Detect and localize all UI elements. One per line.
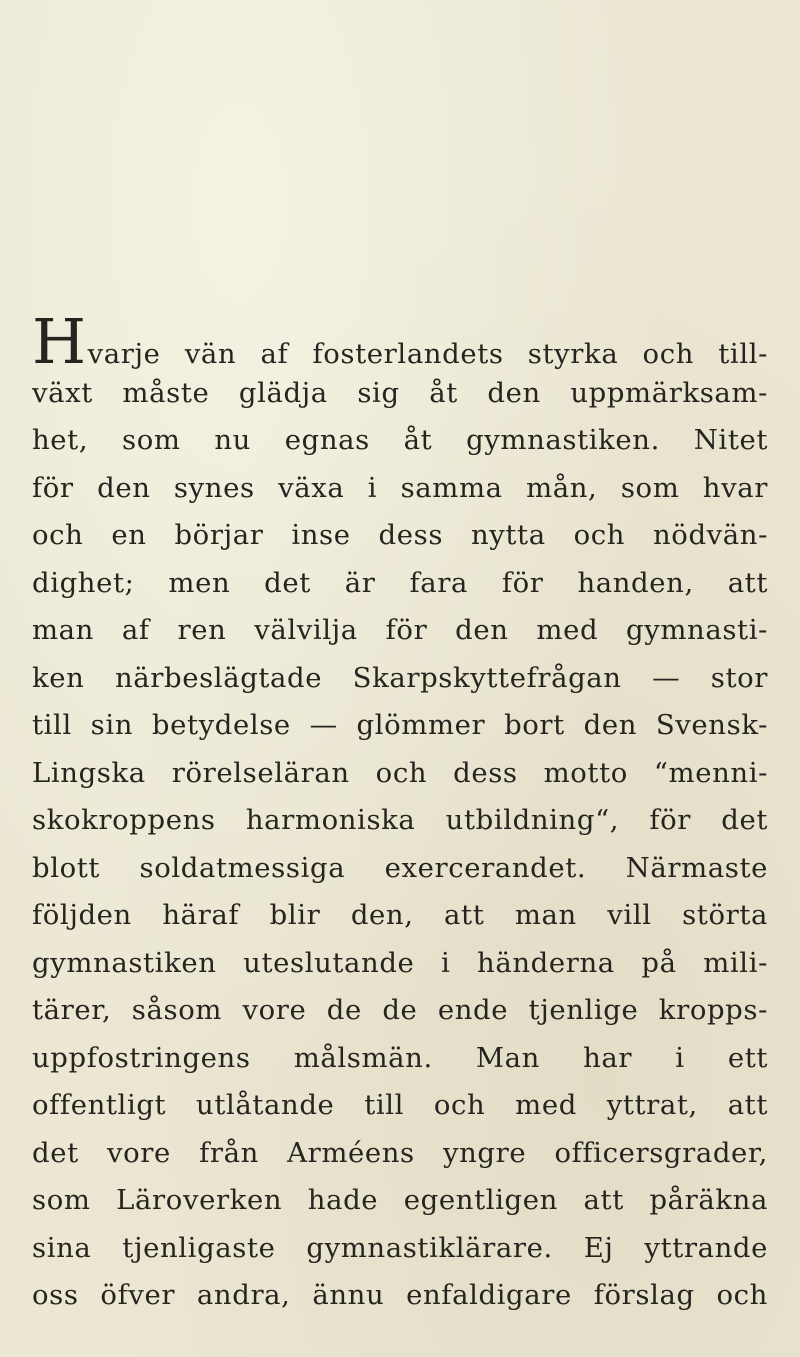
first-line-text: varje vän af fosterlandets styrka och till-	[87, 338, 768, 370]
text-line: oss öfver andra, ännu enfaldigare förslag och	[32, 1279, 768, 1311]
text-line: uppfostringens målsmän. Man har i ett	[32, 1041, 768, 1074]
text-line: växt måste glädja sig åt den uppmärksam-	[32, 376, 768, 409]
text-line: ken närbeslägtade Skarpskyttefrågan — stor	[32, 661, 768, 694]
text-line: sina tjenligaste gymnastiklärare. Ej yttrande	[32, 1231, 768, 1264]
text-line: gymnastiken uteslutande i händerna på mili-	[32, 946, 768, 979]
text-line: och en börjar inse dess nytta och nödvän-	[32, 519, 768, 551]
text-line: skokroppens harmoniska utbildning“, för det	[32, 804, 768, 836]
first-line	[32, 305, 768, 378]
text-line: för den synes växa i samma mån, som hvar	[32, 471, 768, 504]
text-line: tärer, såsom vore de de ende tjenlige kropps-	[32, 994, 768, 1026]
text-line: man af ren välvilja för den med gymnasti-	[32, 614, 768, 646]
text-line: offentligt utlåtande till och med yttrat, att	[32, 1089, 768, 1121]
text-line: dighet; men det är fara för handen, att	[32, 566, 768, 599]
page-body-text	[32, 305, 768, 1320]
text-line: till sin betydelse — glömmer bort den Svensk-	[32, 709, 768, 741]
text-line: följden häraf blir den, att man vill störta	[32, 899, 768, 931]
text-line: det vore från Arméens yngre officersgrader,	[32, 1136, 768, 1169]
text-line: het, som nu egnas åt gymnastiken. Nitet	[32, 424, 768, 456]
drop-cap: H	[32, 305, 87, 378]
text-line: som Läroverken hade egentligen att påräkna	[32, 1184, 768, 1216]
text-line: Lingska rörelseläran och dess motto “menni-	[32, 756, 768, 789]
text-line: blott soldatmessiga exercerandet. Närmaste	[32, 851, 768, 884]
